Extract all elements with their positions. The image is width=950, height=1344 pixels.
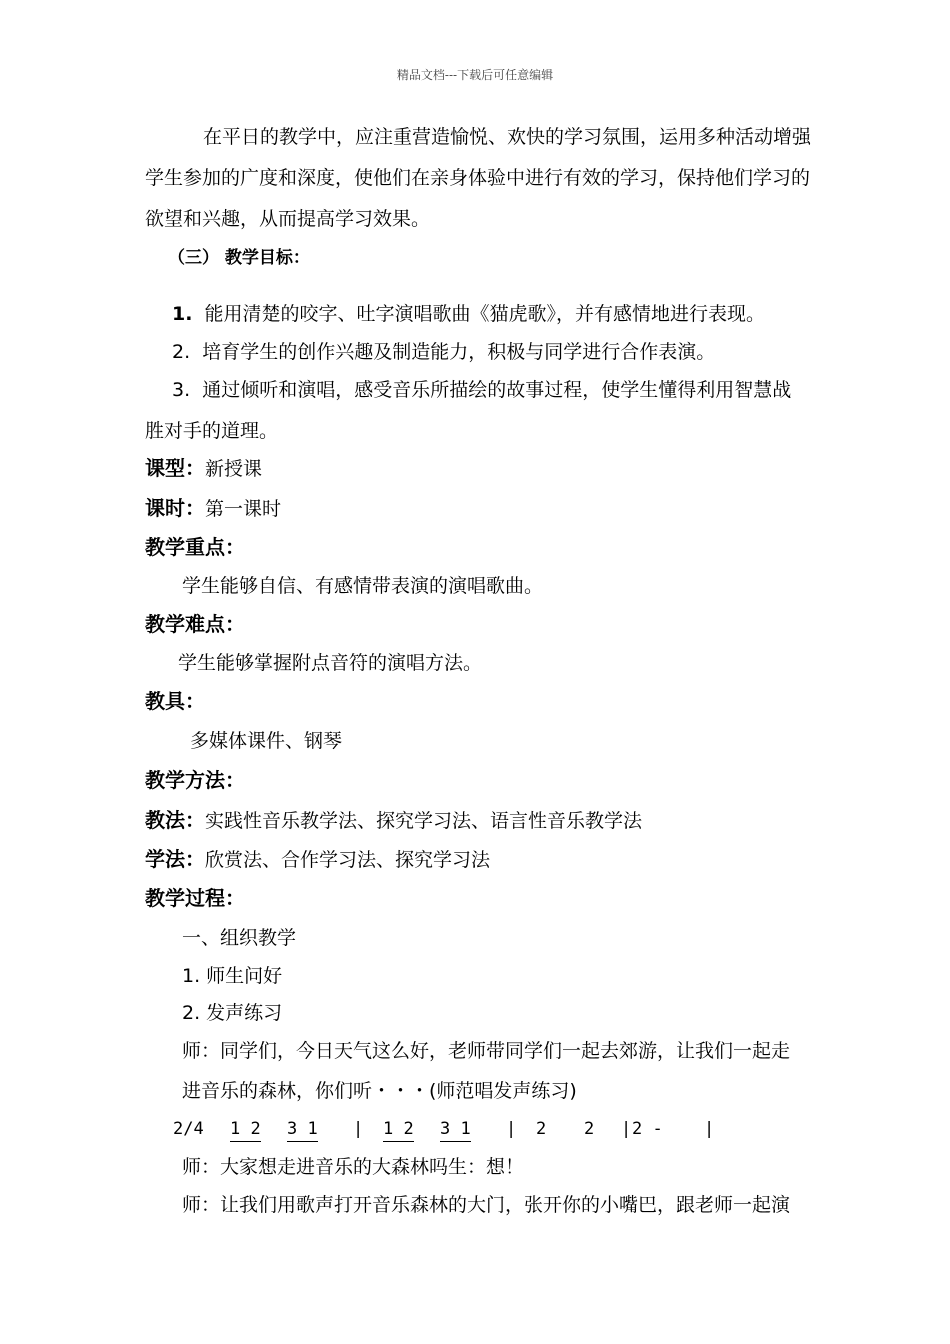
- learn-method: [145, 847, 490, 872]
- time-signature: 2/4: [173, 1119, 204, 1139]
- objective-num: 3.: [172, 379, 191, 401]
- difficulty-label: 教学难点：: [145, 612, 245, 636]
- key-point-text: 学生能够自信、有感情带表演的演唱歌曲。: [182, 575, 544, 597]
- process-label: 教学过程：: [145, 886, 245, 910]
- dialog-line-3: 师：大家想走进音乐的大森林吗生：想！: [182, 1156, 525, 1178]
- learn-method-text: 欣赏法、合作学习法、探究学习法: [205, 849, 491, 871]
- note-group: 1 2: [383, 1118, 414, 1142]
- objective-item-3-cont: 胜对手的道理。: [145, 420, 279, 442]
- learn-method-label: 学法：: [145, 847, 205, 871]
- note-group: 1 2: [230, 1118, 261, 1142]
- process-sub-1: 1. 师生问好: [182, 965, 283, 987]
- tools-text: 多媒体课件、钢琴: [190, 730, 343, 752]
- note: 2 -: [632, 1119, 663, 1139]
- lesson-time-value: 第一课时: [205, 498, 282, 520]
- intro-line-3: 欲望和兴趣，从而提高学习效果。: [145, 208, 431, 230]
- bar-line: |: [621, 1119, 632, 1139]
- teach-method-text: 实践性音乐教学法、探究学习法、语言性音乐教学法: [205, 810, 643, 832]
- objective-item-3: [172, 378, 791, 402]
- note-group: 3 1: [440, 1118, 471, 1142]
- methods-label: 教学方法：: [145, 768, 245, 792]
- bar-line: |: [506, 1119, 517, 1139]
- lesson-type-label: 课型：: [145, 456, 205, 480]
- lesson-type-value: 新授课: [205, 458, 263, 480]
- dialog-line-2: 进音乐的森林，你们听・・・(师范唱发声练习): [182, 1080, 577, 1102]
- objective-text: 培育学生的创作兴趣及制造能力，积极与同学进行合作表演。: [202, 341, 716, 363]
- lesson-time-label: 课时：: [145, 496, 205, 520]
- lesson-type: [145, 456, 262, 481]
- objective-num: 2.: [172, 341, 191, 363]
- note-group: 3 1: [287, 1118, 318, 1142]
- teach-method: [145, 808, 642, 833]
- bar-line: |: [353, 1119, 364, 1139]
- intro-line-1: 在平日的教学中，应注重营造愉悦、欢快的学习氛围，运用多种活动增强: [203, 126, 812, 148]
- intro-line-2: 学生参加的广度和深度，使他们在亲身体验中进行有效的学习，保持他们学习的: [145, 167, 811, 189]
- objective-text: 通过倾听和演唱，感受音乐所描绘的故事过程，使学生懂得利用智慧战: [202, 379, 792, 401]
- tools-label: 教具：: [145, 689, 205, 713]
- objective-item-2: [172, 340, 715, 364]
- difficulty-text: 学生能够掌握附点音符的演唱方法。: [178, 652, 483, 674]
- lesson-time: [145, 496, 281, 521]
- teach-method-label: 教法：: [145, 808, 205, 832]
- process-sub-2: 2. 发声练习: [182, 1002, 283, 1024]
- page-header: 精品文档---下载后可任意编辑: [396, 68, 554, 82]
- objectives-heading: （三） 教学目标：: [168, 248, 310, 268]
- dialog-line-4: 师：让我们用歌声打开音乐森林的大门，张开你的小嘴巴，跟老师一起演: [182, 1194, 791, 1216]
- bar-line: |: [704, 1119, 715, 1139]
- objective-item-1: [172, 302, 765, 326]
- objective-text: 能用清楚的咬字、吐字演唱歌曲《猫虎歌》，并有感情地进行表现。: [204, 303, 766, 325]
- objective-num: 1.: [172, 303, 193, 325]
- process-step-1: 一、组织教学: [182, 927, 297, 949]
- key-point-label: 教学重点：: [145, 535, 245, 559]
- dialog-line-1: 师：同学们，今日天气这么好，老师带同学们一起去郊游，让我们一起走: [182, 1040, 791, 1062]
- note: 2: [536, 1119, 547, 1139]
- note: 2: [584, 1119, 595, 1139]
